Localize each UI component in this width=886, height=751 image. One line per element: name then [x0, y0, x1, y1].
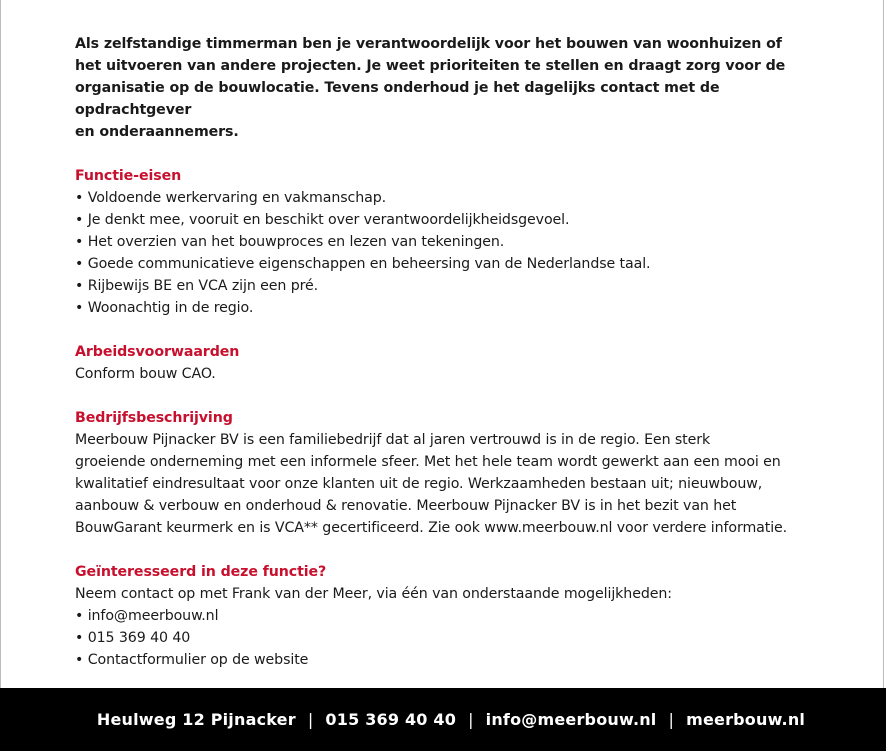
requirement-item: • Voldoende werkervaring en vakmanschap.	[75, 187, 835, 209]
contact-phone[interactable]: • 015 369 40 40	[75, 627, 835, 649]
contact-heading: Geïnteresseerd in deze functie?	[75, 564, 327, 580]
footer-website[interactable]: meerbouw.nl	[686, 710, 806, 729]
footer-separator: |	[307, 710, 314, 729]
conditions-text: Conform bouw CAO.	[75, 366, 216, 382]
vacancy-content	[75, 33, 835, 693]
footer-separator: |	[668, 710, 675, 729]
requirement-item: • Rijbewijs BE en VCA zijn een pré.	[75, 275, 835, 297]
intro-line: het uitvoeren van andere projecten. Je weet prioriteiten te stellen en draagt zorg voor de	[75, 58, 786, 74]
company-line: kwalitatief eindresultaat voor onze klanten uit de regio. Werkzaamheden bestaan uit; nieuwbouw,	[75, 476, 763, 492]
company-section	[75, 407, 835, 539]
intro-line: Als zelfstandige timmerman ben je verantwoordelijk voor het bouwen van woonhuizen of	[75, 36, 782, 52]
footer-bar	[0, 688, 886, 751]
company-line: BouwGarant keurmerk en is VCA** gecertificeerd. Zie ook www.meerbouw.nl voor verdere informatie.	[75, 520, 788, 536]
contact-email[interactable]: • info@meerbouw.nl	[75, 605, 835, 627]
conditions-heading: Arbeidsvoorwaarden	[75, 344, 240, 360]
intro-line: en onderaannemers.	[75, 124, 239, 140]
requirement-item: • Je denkt mee, vooruit en beschikt over verantwoordelijkheidsgevoel.	[75, 209, 835, 231]
requirement-item: • Woonachtig in de regio.	[75, 297, 835, 319]
intro-paragraph	[75, 33, 835, 143]
footer-contact-row	[97, 710, 805, 729]
company-line: groeiende onderneming met een informele sfeer. Met het hele team wordt gewerkt aan een mooi en	[75, 454, 781, 470]
conditions-section	[75, 341, 835, 385]
intro-line: organisatie op de bouwlocatie. Tevens onderhoud je het dagelijks contact met de opdrachtgever	[75, 80, 720, 118]
requirement-item: • Het overzien van het bouwproces en lezen van tekeningen.	[75, 231, 835, 253]
contact-form: • Contactformulier op de website	[75, 649, 835, 671]
requirements-section	[75, 165, 835, 319]
footer-address: Heulweg 12 Pijnacker	[96, 710, 296, 729]
footer-email[interactable]: info@meerbouw.nl	[485, 710, 657, 729]
contact-text: Neem contact op met Frank van der Meer, via één van onderstaande mogelijkheden:	[75, 586, 672, 602]
footer-separator: |	[468, 710, 474, 729]
company-line: aanbouw & verbouw en onderhoud & renovatie. Meerbouw Pijnacker BV is in het bezit van het	[75, 498, 737, 514]
company-heading: Bedrijfsbeschrijving	[75, 410, 233, 426]
footer-phone[interactable]: 015 369 40 40	[325, 710, 457, 729]
requirement-item: • Goede communicatieve eigenschappen en beheersing van de Nederlandse taal.	[75, 253, 835, 275]
contact-section	[75, 561, 835, 671]
requirements-heading: Functie-eisen	[75, 168, 182, 184]
company-line: Meerbouw Pijnacker BV is een familiebedrijf dat al jaren vertrouwd is in de regio. Een sterk	[75, 432, 711, 448]
